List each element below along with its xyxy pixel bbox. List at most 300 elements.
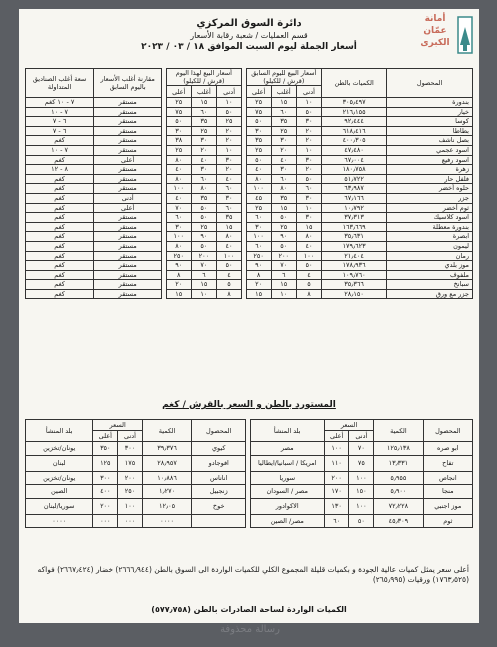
prev-min-cell: ٣٠: [296, 213, 321, 223]
compare-cell: مستقر: [94, 241, 162, 251]
imports-col-min: أدنى: [349, 431, 374, 442]
column-separator: [162, 107, 166, 117]
imports-section-title: المستورد بالطن و السعر بالقرش / كغم: [162, 400, 336, 410]
today-min-cell: ١٠: [216, 145, 241, 155]
total-quantities-note: أعلى سعر يمثل كميات عالية الجودة و بكميات قليلة المجموع الكلي للكميات الواردة الى السوق بالطن (٢٦٦٦٫٩٤٤) خضار (٢٦٦٧٫٤٢٤) فواكه (١٧٦٣٫٥٢٥) ورقيات (٢٦٥٫٩٩٥): [37, 565, 469, 584]
price-row: [26, 107, 473, 117]
today-mode-cell: ٩٠: [191, 232, 216, 242]
prev-mode-cell: ٢٥: [271, 222, 296, 232]
import-qty-cell: ٥٫٩٥٥: [374, 471, 423, 485]
compare-cell: مستقر: [94, 98, 162, 108]
prev-min-cell: ١٠: [296, 203, 321, 213]
import-origin-cell: مصر/ الصين: [250, 514, 324, 528]
today-mode-cell: ٢٥: [191, 126, 216, 136]
item-name: بندورة معطلة: [387, 222, 473, 232]
today-mode-cell: ٥٠: [191, 241, 216, 251]
column-separator: [242, 107, 246, 117]
import-item-name: زنجبيل: [192, 485, 246, 499]
import-min-cell: ١٧٥: [118, 455, 143, 471]
today-min-cell: ٣٥: [216, 213, 241, 223]
import-row: [26, 471, 473, 485]
imports-col-qty: الكمية: [142, 420, 191, 442]
prev-min-cell: ٢٠: [296, 136, 321, 146]
today-max-cell: ٣٠: [166, 126, 191, 136]
compare-cell: مستقر: [94, 261, 162, 271]
import-max-cell: ٦٠: [324, 514, 349, 528]
item-name: اسود عجمي: [387, 145, 473, 155]
box-size-cell: كغم: [26, 184, 94, 194]
today-min-cell: ٥: [216, 280, 241, 290]
col-header-min: أدنى: [216, 86, 241, 98]
col-header-compare: مقارنة أغلب الأسعار باليوم السابق: [94, 69, 162, 98]
today-mode-cell: ٢٠٠: [191, 251, 216, 261]
price-row: [26, 126, 473, 136]
header-date-line: أسعار الجملة ليوم السبت الموافق ١٨ / ٠٣ / ٢٠٢٣: [141, 42, 357, 52]
qty-cell: ١٧٨٫٩٣٦: [322, 261, 387, 271]
prev-max-cell: ١٠٠: [246, 184, 271, 194]
prev-max-cell: ٥٠: [246, 117, 271, 127]
col-header-max: أعلى: [166, 86, 191, 98]
imports-col-max: أعلى: [93, 431, 118, 442]
prev-min-cell: ٥٠: [296, 107, 321, 117]
today-mode-cell: ٣٥: [191, 117, 216, 127]
item-name: خيار: [387, 107, 473, 117]
prev-max-cell: ٢٠: [246, 280, 271, 290]
import-qty-cell: ١٢٥٫١٣٨: [374, 442, 423, 456]
import-min-cell: ٧٠: [349, 442, 374, 456]
import-row: [26, 442, 473, 456]
item-name: بطاطا: [387, 126, 473, 136]
col-header-max: أعلى: [246, 86, 271, 98]
import-max-cell: ٢٠٠: [93, 498, 118, 514]
import-origin-cell: الاكوادور: [250, 498, 324, 514]
imports-col-item: المحصول: [423, 420, 472, 442]
price-row: [26, 184, 473, 194]
box-size-cell: ٧ - ١٠: [26, 107, 94, 117]
import-item-name: ثوم: [423, 514, 472, 528]
prev-mode-cell: ١٥: [271, 203, 296, 213]
column-separator: [242, 184, 246, 194]
qty-cell: ٦٧٫١٦٦: [322, 193, 387, 203]
column-separator: [242, 241, 246, 251]
price-row: [26, 261, 473, 271]
prev-max-cell: ٤٥: [246, 193, 271, 203]
import-qty-cell: ١٠٫٨٨٦: [142, 471, 191, 485]
prev-min-cell: ٤٠: [296, 241, 321, 251]
prev-max-cell: ٤٠: [246, 165, 271, 175]
today-mode-cell: ١٥: [191, 98, 216, 108]
import-item-name: افوجادو: [192, 455, 246, 471]
box-size-cell: كغم: [26, 213, 94, 223]
column-separator: [242, 155, 246, 165]
column-separator: [242, 165, 246, 175]
today-mode-cell: ٤٠: [191, 155, 216, 165]
import-qty-cell: ١٢٫٠٥: [142, 498, 191, 514]
import-origin-cell: مصر / السودان: [250, 485, 324, 499]
prev-max-cell: ١٠٠: [246, 232, 271, 242]
column-separator: [242, 232, 246, 242]
today-min-cell: ٢٠: [216, 165, 241, 175]
prev-max-cell: ٦٠: [246, 213, 271, 223]
column-separator: [162, 241, 166, 251]
price-row: [26, 203, 473, 213]
today-min-cell: ١٥: [216, 222, 241, 232]
import-origin-cell: سوريا/لبنان: [26, 498, 93, 514]
import-max-cell: ١٢٥: [93, 455, 118, 471]
compare-cell: مستقر: [94, 126, 162, 136]
today-mode-cell: ٥٠: [191, 213, 216, 223]
import-origin-cell: ٠٠٠٠: [26, 514, 93, 528]
prev-max-cell: ٢٥: [246, 203, 271, 213]
qty-cell: ٣٥٫٦٣١: [322, 232, 387, 242]
column-separator: [242, 203, 246, 213]
price-row: [26, 98, 473, 108]
exports-quantity-line: الكميات الواردة لساحة الصادرات بالطن (٥٧٧٫٧٥٨): [151, 605, 347, 614]
today-mode-cell: ٧٠: [191, 261, 216, 271]
today-max-cell: ٢٠: [166, 280, 191, 290]
column-separator: [242, 126, 246, 136]
column-separator: [162, 136, 166, 146]
compare-cell: مستقر: [94, 280, 162, 290]
column-separator: [162, 155, 166, 165]
prev-min-cell: ١٠٠: [296, 251, 321, 261]
qty-cell: ٢١٦٫١٥٥: [322, 107, 387, 117]
prev-min-cell: ٥٠: [296, 174, 321, 184]
qty-cell: ٢٨٫١٥٠: [322, 289, 387, 299]
compare-cell: مستقر: [94, 165, 162, 175]
price-row: [26, 251, 473, 261]
column-separator: [242, 270, 246, 280]
import-min-cell: ٢٥٠: [118, 485, 143, 499]
today-max-cell: ٣٨: [166, 136, 191, 146]
import-max-cell: ٢٠٠: [324, 471, 349, 485]
col-header-mode: أغلب: [191, 86, 216, 98]
item-name: كوسا: [387, 117, 473, 127]
prev-mode-cell: ٣٥: [271, 193, 296, 203]
import-min-cell: ٣٠٠: [118, 442, 143, 456]
box-size-cell: كغم: [26, 222, 94, 232]
today-max-cell: ٤٠: [166, 165, 191, 175]
imports-col-origin: بلد المنشأ: [250, 420, 324, 442]
price-row: [26, 136, 473, 146]
price-row: [26, 280, 473, 290]
prev-max-cell: ٩٠: [246, 261, 271, 271]
today-max-cell: ٢٥: [166, 98, 191, 108]
prev-max-cell: ٣٠: [246, 222, 271, 232]
column-separator: [162, 261, 166, 271]
item-name: ليمون: [387, 241, 473, 251]
import-max-cell: ٠٠٠: [93, 514, 118, 528]
prev-mode-cell: ٤٠: [271, 155, 296, 165]
item-name: فلفل حار: [387, 174, 473, 184]
import-max-cell: ١٣٠: [324, 498, 349, 514]
qty-cell: ٩٢٫٤٤٤: [322, 117, 387, 127]
import-row: [26, 514, 473, 528]
today-min-cell: ٥٠: [216, 107, 241, 117]
column-separator: [162, 232, 166, 242]
column-separator: [246, 498, 250, 514]
qty-cell: ٣٠٥٫٤٩٧: [322, 98, 387, 108]
amman-logo-text: أمانة عمّان الكبرى: [420, 14, 450, 48]
import-item-name: تفاح: [423, 455, 472, 471]
price-bulletin-sheet: [19, 9, 479, 623]
today-max-cell: ٨٠: [166, 155, 191, 165]
import-item-name: انجاص: [423, 471, 472, 485]
today-min-cell: ٥٠: [216, 261, 241, 271]
import-min-cell: ٢٠٠: [118, 471, 143, 485]
compare-cell: أعلى: [94, 203, 162, 213]
column-separator: [162, 222, 166, 232]
import-origin-cell: يونان/تخزين: [26, 471, 93, 485]
column-separator: [162, 203, 166, 213]
today-mode-cell: ١٠: [191, 289, 216, 299]
item-name: اسود رفيع: [387, 155, 473, 165]
today-min-cell: ٣٠: [216, 155, 241, 165]
import-max-cell: ١١٠: [324, 455, 349, 471]
prev-max-cell: ٣٠: [246, 126, 271, 136]
import-row: [26, 485, 473, 499]
box-size-cell: كغم: [26, 174, 94, 184]
today-min-cell: ٣٠: [216, 193, 241, 203]
prev-min-cell: ٨: [296, 289, 321, 299]
column-separator: [242, 213, 246, 223]
today-mode-cell: ٨٠: [191, 184, 216, 194]
item-name: موز بلدي: [387, 261, 473, 271]
col-header-prev-prices: أسعار البيع لليوم السابق (قرش / للكيلو): [246, 69, 321, 86]
header-title: دائرة السوق المركزي: [196, 18, 302, 29]
today-max-cell: ٤٠: [166, 193, 191, 203]
today-min-cell: ٢٠: [216, 126, 241, 136]
item-name: ملفوف: [387, 270, 473, 280]
qty-cell: ٦٣٫٩٨٧: [322, 184, 387, 194]
today-max-cell: ٥٠: [166, 117, 191, 127]
imports-col-qty: الكمية: [374, 420, 423, 442]
today-mode-cell: ٣٥: [191, 193, 216, 203]
compare-cell: مستقر: [94, 270, 162, 280]
prev-mode-cell: ٣٠: [271, 165, 296, 175]
compare-cell: مستقر: [94, 251, 162, 261]
today-min-cell: ٨٠: [216, 232, 241, 242]
today-max-cell: ٨: [166, 270, 191, 280]
import-min-cell: ٥٠: [349, 514, 374, 528]
prev-mode-cell: ٨٠: [271, 184, 296, 194]
compare-cell: مستقر: [94, 213, 162, 223]
today-max-cell: ٩٠: [166, 261, 191, 271]
qty-cell: ٣٥٫٣٦٦: [322, 280, 387, 290]
import-min-cell: ١٠٠: [118, 498, 143, 514]
prev-min-cell: ٥: [296, 280, 321, 290]
today-mode-cell: ٢٥: [191, 222, 216, 232]
prev-min-cell: ٥٠: [296, 261, 321, 271]
import-qty-cell: ٤٥٫٣٠٩: [374, 514, 423, 528]
qty-cell: ٤٧٫٤٨٠: [322, 145, 387, 155]
prev-min-cell: ٨٠: [296, 232, 321, 242]
prev-min-cell: ١٠: [296, 98, 321, 108]
qty-cell: ١٨٠٫٧٥٨: [322, 165, 387, 175]
today-min-cell: ٦٠: [216, 184, 241, 194]
prev-max-cell: ٣٥: [246, 136, 271, 146]
item-name: سبانخ: [387, 280, 473, 290]
prev-max-cell: ١٥: [246, 289, 271, 299]
import-origin-cell: سوريا: [250, 471, 324, 485]
import-row: [26, 498, 473, 514]
imports-col-price: السعر: [324, 420, 373, 431]
import-qty-cell: ٢٨٫٩٥٧: [142, 455, 191, 471]
compare-cell: مستقر: [94, 117, 162, 127]
box-size-cell: كغم: [26, 203, 94, 213]
column-separator: [242, 289, 246, 299]
today-min-cell: ١٠: [216, 98, 241, 108]
prev-mode-cell: ٢٠: [271, 145, 296, 155]
imports-col-min: أدنى: [118, 431, 143, 442]
compare-cell: مستقر: [94, 232, 162, 242]
today-mode-cell: ٦٠: [191, 107, 216, 117]
today-max-cell: ١٠٠: [166, 232, 191, 242]
compare-cell: مستقر: [94, 289, 162, 299]
box-size-cell: ٧ - ١٠: [26, 145, 94, 155]
today-max-cell: ٧٥: [166, 107, 191, 117]
compare-cell: أدنى: [94, 193, 162, 203]
price-row: [26, 193, 473, 203]
today-max-cell: ٣٠: [166, 222, 191, 232]
column-separator: [242, 98, 246, 108]
prev-min-cell: ١٠: [296, 145, 321, 155]
import-item-name: ابو صره: [423, 442, 472, 456]
imports-col-origin: بلد المنشأ: [26, 420, 93, 442]
import-qty-cell: ٣٩٫٣٧٦: [142, 442, 191, 456]
prev-max-cell: ٨: [246, 270, 271, 280]
prev-mode-cell: ٢٥: [271, 126, 296, 136]
today-mode-cell: ٥٠: [191, 203, 216, 213]
box-size-cell: كغم: [26, 241, 94, 251]
box-size-cell: كغم: [26, 270, 94, 280]
import-max-cell: ٤٠٠: [93, 485, 118, 499]
box-size-cell: كغم: [26, 251, 94, 261]
import-max-cell: ١٧٠: [324, 485, 349, 499]
column-separator: [246, 514, 250, 528]
price-row: [26, 213, 473, 223]
item-name: جزر: [387, 193, 473, 203]
prev-max-cell: ٥٠: [246, 155, 271, 165]
deleted-message-watermark: رسالة محذوفة: [220, 624, 280, 635]
today-max-cell: ٢٥٠: [166, 251, 191, 261]
prev-mode-cell: ٧٠: [271, 261, 296, 271]
today-max-cell: ٨٠: [166, 241, 191, 251]
amman-logo: [413, 13, 473, 59]
price-row: [26, 241, 473, 251]
column-separator: [242, 193, 246, 203]
price-row: [26, 289, 473, 299]
prev-mode-cell: ٣٠: [271, 136, 296, 146]
column-separator: [242, 280, 246, 290]
prev-min-cell: ٤: [296, 270, 321, 280]
import-min-cell: ٧٥: [349, 455, 374, 471]
import-item-name: اناناس: [192, 471, 246, 485]
today-min-cell: ٦٠: [216, 203, 241, 213]
qty-cell: ٦٧٫٠٠٤: [322, 155, 387, 165]
imports-col-price: السعر: [93, 420, 142, 431]
box-size-cell: ٧ - ١٠ كغم: [26, 98, 94, 108]
col-header-item: المحصول: [387, 69, 473, 98]
bulletin-header: [89, 17, 409, 53]
box-size-cell: كغم: [26, 280, 94, 290]
column-separator: [162, 251, 166, 261]
column-separator: [246, 485, 250, 499]
import-qty-cell: ١٫٢٧٠: [142, 485, 191, 499]
column-separator: [162, 145, 166, 155]
price-row: [26, 222, 473, 232]
item-name: جزر مع ورق: [387, 289, 473, 299]
qty-cell: ١٠٫٧٩٢: [322, 203, 387, 213]
box-size-cell: ٨ - ١٢: [26, 165, 94, 175]
today-mode-cell: ٣٠: [191, 165, 216, 175]
amman-logo-mark-icon: [457, 15, 473, 55]
prev-mode-cell: ٢٠٠: [271, 251, 296, 261]
column-separator: [242, 117, 246, 127]
import-max-cell: ٣٥٠: [93, 442, 118, 456]
box-size-cell: كغم: [26, 193, 94, 203]
column-separator: [242, 136, 246, 146]
column-separator: [162, 126, 166, 136]
import-qty-cell: ٧٢٫٢٢٨: [374, 498, 423, 514]
compare-cell: مستقر: [94, 107, 162, 117]
prev-max-cell: ٦٠: [246, 241, 271, 251]
item-name: زهرة: [387, 165, 473, 175]
import-origin-cell: الصين: [26, 485, 93, 499]
prev-min-cell: ٢٠: [296, 126, 321, 136]
header-subtitle: قسم العمليات / شعبة رقابة الأسعار: [190, 31, 308, 40]
col-header-box: سعة أغلب الصناديق المتداولة: [26, 69, 94, 98]
qty-cell: ١٧٩٫٦٢٣: [322, 241, 387, 251]
import-max-cell: ٣٠٠: [93, 471, 118, 485]
today-max-cell: ٧٠: [166, 203, 191, 213]
import-origin-cell: لبنان: [26, 455, 93, 471]
prev-min-cell: ٦٠: [296, 184, 321, 194]
prev-mode-cell: ١٥: [271, 98, 296, 108]
qty-cell: ٥١٫٧٢٢: [322, 174, 387, 184]
today-mode-cell: ١٥: [191, 280, 216, 290]
prev-min-cell: ٣٠: [296, 155, 321, 165]
item-name: ثوم أخضر: [387, 203, 473, 213]
box-size-cell: كغم: [26, 261, 94, 271]
prev-mode-cell: ٦: [271, 270, 296, 280]
prev-min-cell: ١٥: [296, 222, 321, 232]
column-separator: [242, 174, 246, 184]
column-separator: [162, 289, 166, 299]
col-header-today-prices: أسعار البيع لهذا اليوم (قرش / للكيلو): [166, 69, 241, 86]
box-size-cell: ٦ - ٧: [26, 126, 94, 136]
box-size-cell: كغم: [26, 289, 94, 299]
import-qty-cell: ٥٫٩٠٠: [374, 485, 423, 499]
today-mode-cell: ٦٠: [191, 174, 216, 184]
prev-mode-cell: ٦٠: [271, 174, 296, 184]
column-separator: [162, 98, 166, 108]
imports-col-item: المحصول: [192, 420, 246, 442]
column-separator: [162, 280, 166, 290]
price-row: [26, 270, 473, 280]
prev-max-cell: ٢٥٠: [246, 251, 271, 261]
price-row: [26, 232, 473, 242]
column-separator: [242, 261, 246, 271]
column-separator: [162, 213, 166, 223]
prev-min-cell: ٣٠: [296, 117, 321, 127]
item-name: اسود كلاسيك: [387, 213, 473, 223]
today-max-cell: ١٠٠: [166, 184, 191, 194]
prev-mode-cell: ٣٥: [271, 117, 296, 127]
today-min-cell: ٤: [216, 270, 241, 280]
imports-table: [25, 419, 473, 528]
import-row: [26, 455, 473, 471]
